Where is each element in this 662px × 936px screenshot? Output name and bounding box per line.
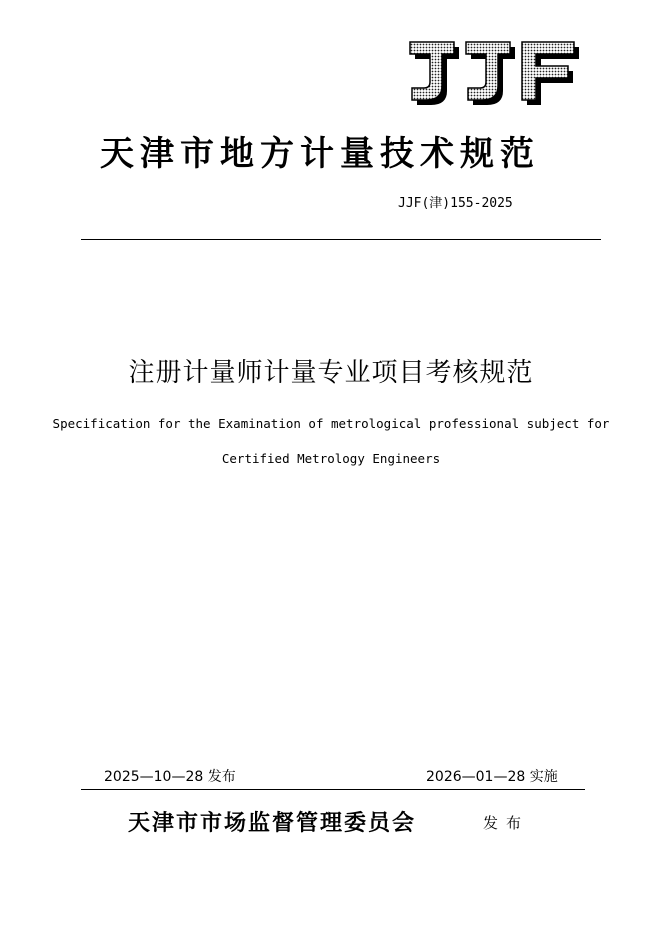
issue-date: 2025—10—28 发布 — [104, 769, 236, 785]
document-title-zh: 注册计量师计量专业项目考核规范 — [128, 358, 534, 388]
standard-code: JJF(津)155-2025 — [398, 196, 513, 211]
document-title-en-line1: Specification for the Examination of metrological professional subject for — [52, 416, 610, 431]
standard-type-heading: 天津市地方计量技术规范 — [100, 134, 540, 174]
document-title-en-line2: Certified Metrology Engineers — [221, 451, 441, 466]
bottom-divider — [81, 789, 585, 790]
issuer-action: 发布 — [483, 814, 530, 832]
jjf-logo — [404, 40, 584, 106]
top-divider — [81, 239, 601, 240]
implementation-date: 2026—01—28 实施 — [426, 769, 558, 785]
issuing-authority: 天津市市场监督管理委员会 — [128, 810, 417, 836]
